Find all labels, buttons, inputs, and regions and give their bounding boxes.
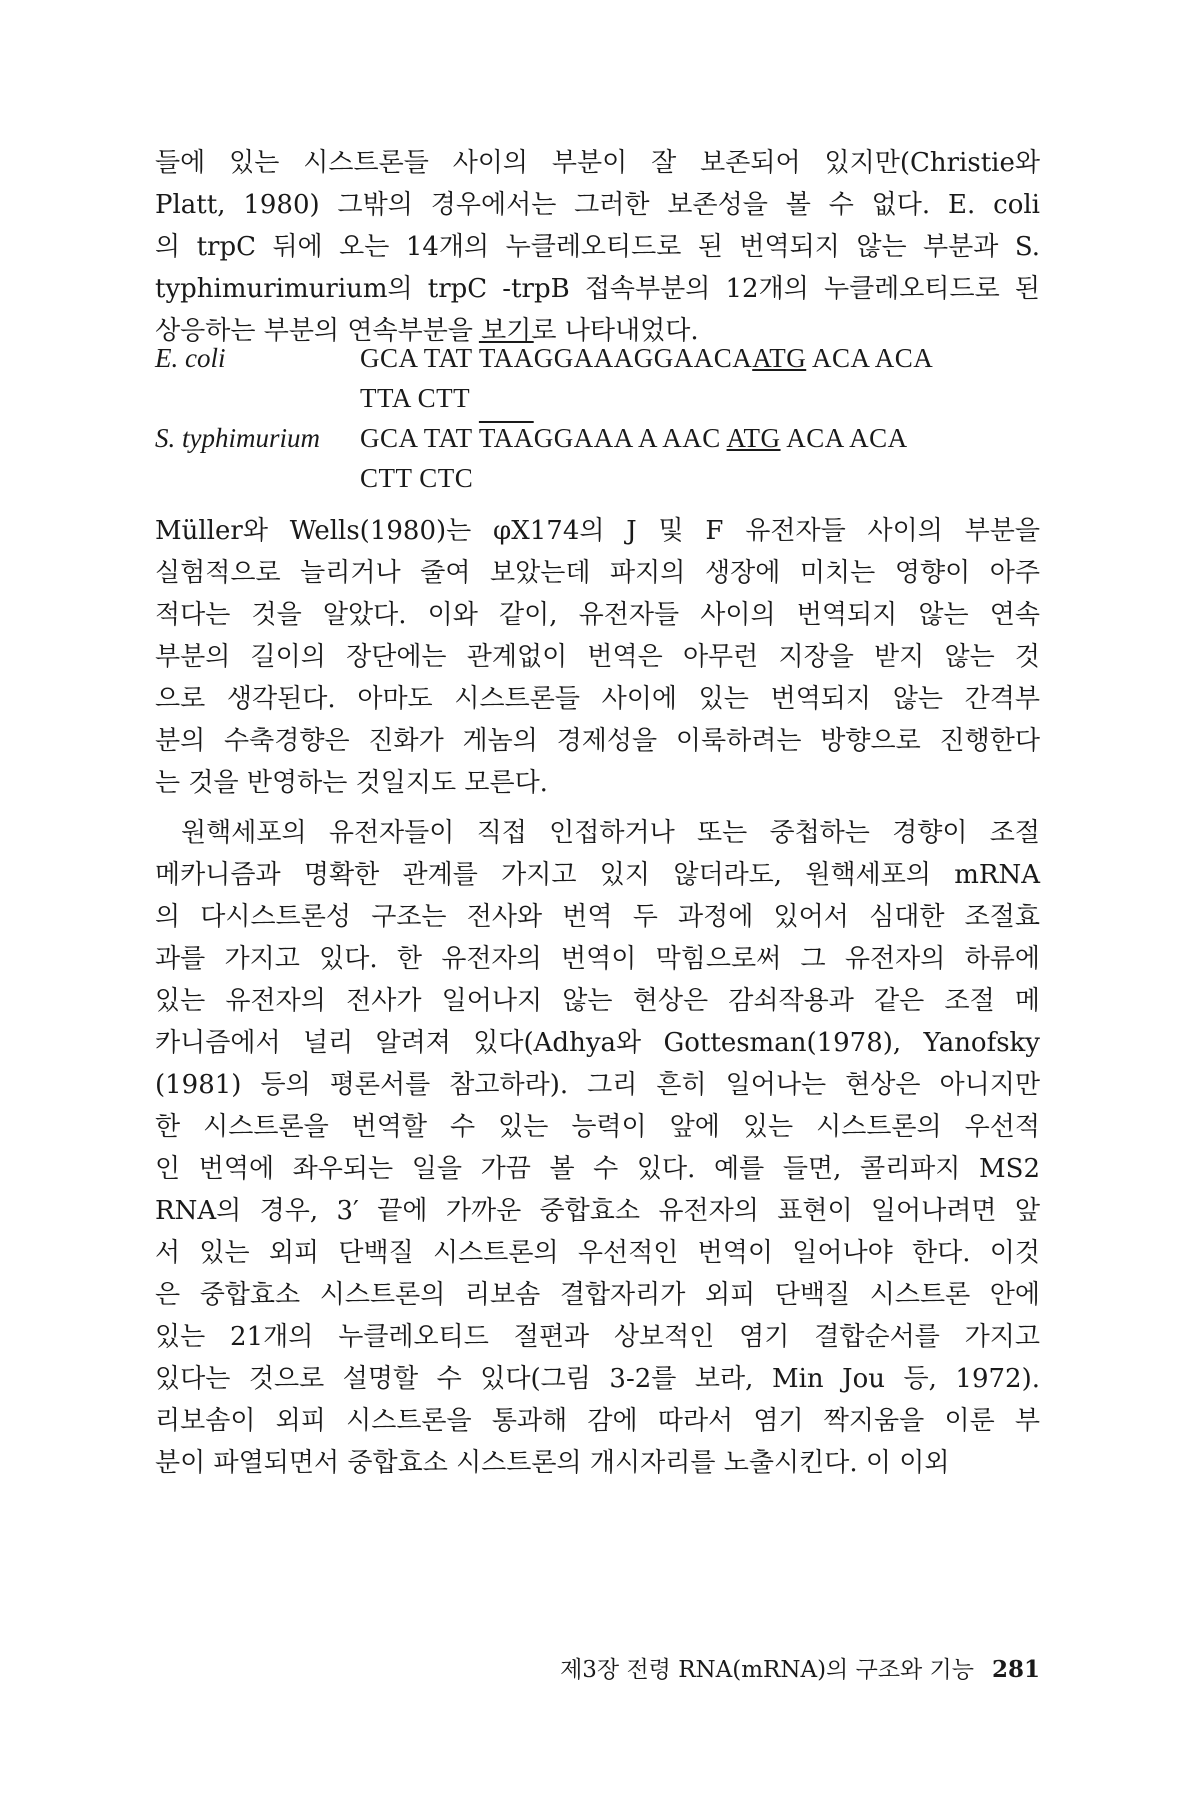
text-line: 과를 가지고 있다. 한 유전자의 번역이 막힘으로써 그 유전자의 하류에 bbox=[155, 944, 1040, 974]
text-line: 은 중합효소 시스트론의 리보솜 결합자리가 외피 단백질 시스트론 안에 bbox=[155, 1280, 1040, 1310]
text-line: 실험적으로 늘리거나 줄여 보았는데 파지의 생장에 미치는 영향이 아주 bbox=[155, 558, 1040, 588]
start-codon: ATG bbox=[726, 423, 781, 453]
text-line: typhimurimurium의 trpC -trpB 접속부분의 12개의 누클레오티드로 된 bbox=[155, 274, 1040, 304]
text-line: 부분의 길이의 장단에는 관계없이 번역은 아무런 지장을 받지 않는 것 bbox=[155, 642, 1040, 672]
stop-codon: $\overline{TAA}$ bbox=[478, 423, 534, 453]
sequence-text: GCA TAT $\overline{TAA}GGAAAGGAACAATG$ ACA ACA bbox=[360, 343, 934, 373]
running-head: 제3장 전령 RNA(mRNA)의 구조와 기능 bbox=[560, 1657, 974, 1683]
text-line: 있는 21개의 누클레오티드 절편과 상보적인 염기 결합순서를 가지고 bbox=[155, 1322, 1040, 1352]
text-line: Müller와 Wells(1980)는 φX174의 J 및 F 유전자들 사이의 부분을 bbox=[155, 516, 1040, 546]
text-line: 있는 유전자의 전사가 일어나지 않는 현상은 감쇠작용과 같은 조절 메 bbox=[155, 986, 1040, 1016]
text-line: 인 번역에 좌우되는 일을 가끔 볼 수 있다. 예를 들면, 콜리파지 MS2 bbox=[155, 1154, 1040, 1184]
sequence-row-styphimurium-cont bbox=[155, 458, 1040, 498]
text-line: 카니즘에서 널리 알려져 있다(Adhya와 Gottesman(1978), Yanofsky bbox=[155, 1028, 1040, 1058]
paragraph-2 bbox=[155, 510, 1040, 804]
text-line: Platt, 1980) 그밖의 경우에서는 그러한 보존성을 볼 수 없다. E. coli bbox=[155, 190, 1040, 220]
text-line: 메카니즘과 명확한 관계를 가지고 있지 않더라도, 원핵세포의 mRNA bbox=[155, 860, 1040, 890]
text-line: 들에 있는 시스트론들 사이의 부분이 잘 보존되어 있지만(Christie와 bbox=[155, 148, 1040, 178]
text-line: 의 trpC 뒤에 오는 14개의 누클레오티드로 된 번역되지 않는 부분과 S. bbox=[155, 232, 1040, 262]
text-line: 있다는 것으로 설명할 수 있다(그림 3-2를 보라, Min Jou 등, 1972). bbox=[155, 1364, 1040, 1394]
sequence-text: GCA TAT $\overline{TAA}GGAAA$ A AAC ATG ACA ACA bbox=[360, 423, 908, 453]
text-line: 분의 수축경향은 진화가 게놈의 경제성을 이룩하려는 방향으로 진행한다 bbox=[155, 726, 1040, 756]
page-footer bbox=[440, 1655, 1040, 1685]
text-line: 한 시스트론을 번역할 수 있는 능력이 앞에 있는 시스트론의 우선적 bbox=[155, 1112, 1040, 1142]
text-line: 원핵세포의 유전자들이 직접 인접하거나 또는 중첩하는 경향이 조절 bbox=[181, 818, 1040, 848]
text-line: 으로 생각된다. 아마도 시스트론들 사이에 있는 번역되지 않는 간격부 bbox=[155, 684, 1040, 714]
text-line: (1981) 등의 평론서를 참고하라). 그리 흔히 일어나는 현상은 아니지만 bbox=[155, 1070, 1040, 1100]
sequence-row-ecoli-cont bbox=[155, 378, 1040, 418]
text-line: 리보솜이 외피 시스트론을 통과해 감에 따라서 염기 짝지움을 이룬 부 bbox=[155, 1406, 1040, 1436]
page-number: 281 bbox=[991, 1656, 1040, 1683]
sequence-text: CTT CTC bbox=[360, 463, 474, 493]
text-line: 분이 파열되면서 중합효소 시스트론의 개시자리를 노출시킨다. 이 이외 bbox=[155, 1448, 950, 1478]
sequence-text: TTA CTT bbox=[360, 383, 471, 413]
organism-label: S. typhimurium bbox=[155, 423, 320, 453]
stop-codon: $\overline{TAA}$ bbox=[478, 343, 534, 373]
organism-label: E. coli bbox=[155, 343, 226, 373]
text-line: RNA의 경우, 3′ 끝에 가까운 중합효소 유전자의 표현이 일어나려면 앞 bbox=[155, 1196, 1040, 1226]
paragraph-1 bbox=[155, 142, 1040, 352]
sequence-comparison bbox=[155, 338, 1040, 498]
text-line: 적다는 것을 알았다. 이와 같이, 유전자들 사이의 번역되지 않는 연속 bbox=[155, 600, 1040, 630]
sequence-row-ecoli bbox=[155, 338, 1040, 378]
paragraph-3 bbox=[155, 812, 1040, 1484]
text-line: 는 것을 반영하는 것일지도 모른다. bbox=[155, 768, 548, 798]
text-line: 의 다시스트론성 구조는 전사와 번역 두 과정에 있어서 심대한 조절효 bbox=[155, 902, 1040, 932]
text-line: 서 있는 외피 단백질 시스트론의 우선적인 번역이 일어나야 한다. 이것 bbox=[155, 1238, 1040, 1268]
text-line: 상응하는 부분의 연속부분을 보기로 나타내었다. bbox=[155, 316, 699, 346]
sequence-row-styphimurium bbox=[155, 418, 1040, 458]
start-codon: ATG bbox=[752, 343, 807, 373]
